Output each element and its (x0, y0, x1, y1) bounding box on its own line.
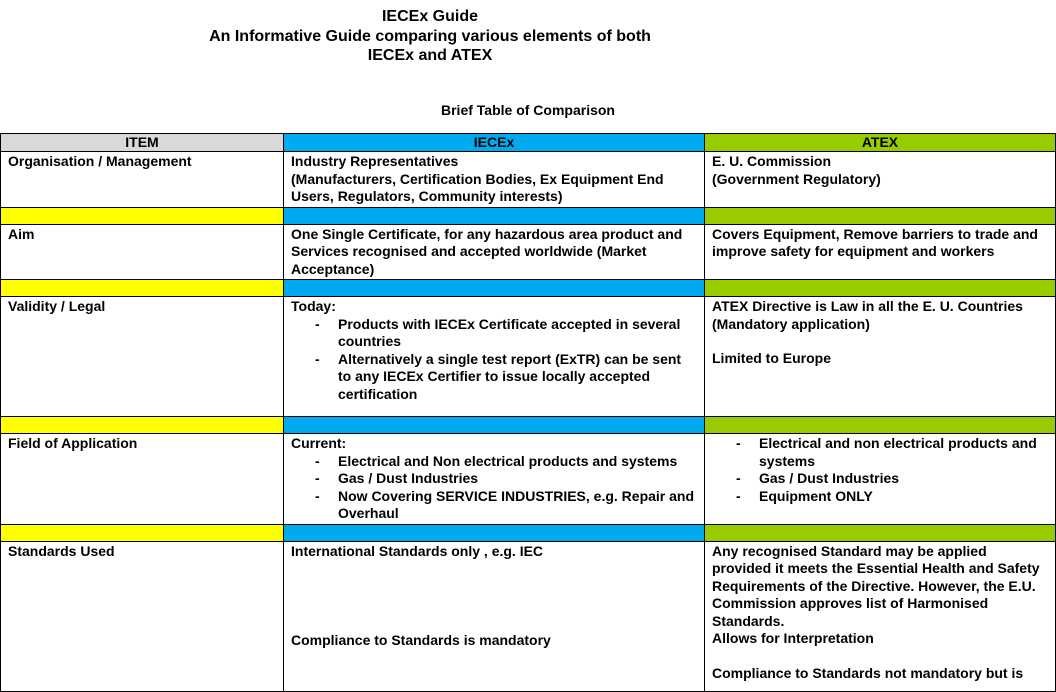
header-item: ITEM (1, 134, 284, 152)
document-subtitle-line1: An Informative Guide comparing various elements of both (209, 28, 651, 45)
iecex-cell (284, 434, 705, 525)
separator-iecex (284, 280, 705, 297)
separator-row (1, 524, 1056, 541)
row-item-label: Validity / Legal (1, 297, 284, 417)
separator-atex (705, 524, 1056, 541)
table-row (1, 434, 1056, 525)
table-row (1, 224, 1056, 280)
header-atex: ATEX (705, 134, 1056, 152)
cell-text: ATEX Directive is Law in all the E. U. Countries (Mandatory application) (712, 298, 1023, 332)
row-item-label: Standards Used (1, 541, 284, 691)
iecex-cell (284, 297, 705, 417)
cell-text: Allows for Interpretation (712, 630, 874, 646)
separator-iecex (284, 524, 705, 541)
cell-text: International Standards only , e.g. IEC (291, 542, 544, 559)
bullet-list (712, 435, 1049, 505)
separator-atex (705, 207, 1056, 224)
bullet-list (291, 453, 698, 523)
document-subtitle-line2: IECEx and ATEX (367, 47, 493, 64)
separator-item (1, 524, 284, 541)
comparison-table (0, 133, 1056, 692)
document-title: IECEx Guide (381, 8, 479, 25)
iecex-cell (284, 152, 705, 208)
atex-cell (705, 297, 1056, 417)
separator-row (1, 207, 1056, 224)
cell-text: Limited to Europe (712, 350, 831, 366)
separator-iecex (284, 417, 705, 434)
list-item: - Alternatively a single test report (ExTR) can be sent to any IECEx Certifier to issue locally accepted certification (291, 351, 698, 404)
cell-text: Any recognised Standard may be applied provided it meets the Essential Health and Safety Requirements of the Directive. However, the E.U. Commission approves list of Harmonised Standards. (712, 542, 1040, 629)
table-header-row (1, 134, 1056, 152)
list-item: - Electrical and Non electrical products and systems (291, 453, 698, 471)
separator-item (1, 207, 284, 224)
separator-row (1, 280, 1056, 297)
list-item: - Equipment ONLY (712, 488, 1049, 506)
header-iecex: IECEx (284, 134, 705, 152)
separator-atex (705, 280, 1056, 297)
cell-text: E. U. Commission (712, 153, 832, 169)
cell-lead: Current: (291, 435, 347, 451)
bullet-list (291, 316, 698, 404)
table-title: Brief Table of Comparison (441, 102, 615, 118)
cell-lead: Today: (291, 298, 336, 314)
atex-cell (705, 152, 1056, 208)
cell-text: (Manufacturers, Certification Bodies, Ex Equipment End Users, Regulators, Community interests) (291, 170, 664, 204)
cell-text: (Government Regulatory) (712, 170, 881, 187)
row-item-label: Aim (1, 224, 284, 280)
table-row (1, 152, 1056, 208)
separator-iecex (284, 207, 705, 224)
cell-text: Compliance to Standards not mandatory but is (712, 664, 1024, 681)
table-row (1, 297, 1056, 417)
cell-text: Compliance to Standards is mandatory (291, 632, 551, 648)
iecex-cell: One Single Certificate, for any hazardous area product and Services recognised and accepted worldwide (Market Acceptance) (284, 224, 705, 280)
separator-atex (705, 417, 1056, 434)
atex-cell (705, 541, 1056, 691)
separator-item (1, 280, 284, 297)
list-item: - Products with IECEx Certificate accepted in several countries (291, 316, 698, 351)
list-item: - Electrical and non electrical products and systems (712, 435, 1049, 470)
cell-text: Industry Representatives (291, 153, 459, 169)
iecex-cell (284, 541, 705, 691)
atex-cell (705, 434, 1056, 525)
separator-item (1, 417, 284, 434)
separator-row (1, 417, 1056, 434)
row-item-label: Field of Application (1, 434, 284, 525)
list-item: - Gas / Dust Industries (291, 470, 698, 488)
list-item: - Now Covering SERVICE INDUSTRIES, e.g. Repair and Overhaul (291, 488, 698, 523)
list-item: - Gas / Dust Industries (712, 470, 1049, 488)
row-item-label: Organisation / Management (1, 152, 284, 208)
table-row (1, 541, 1056, 691)
atex-cell: Covers Equipment, Remove barriers to trade and improve safety for equipment and workers (705, 224, 1056, 280)
